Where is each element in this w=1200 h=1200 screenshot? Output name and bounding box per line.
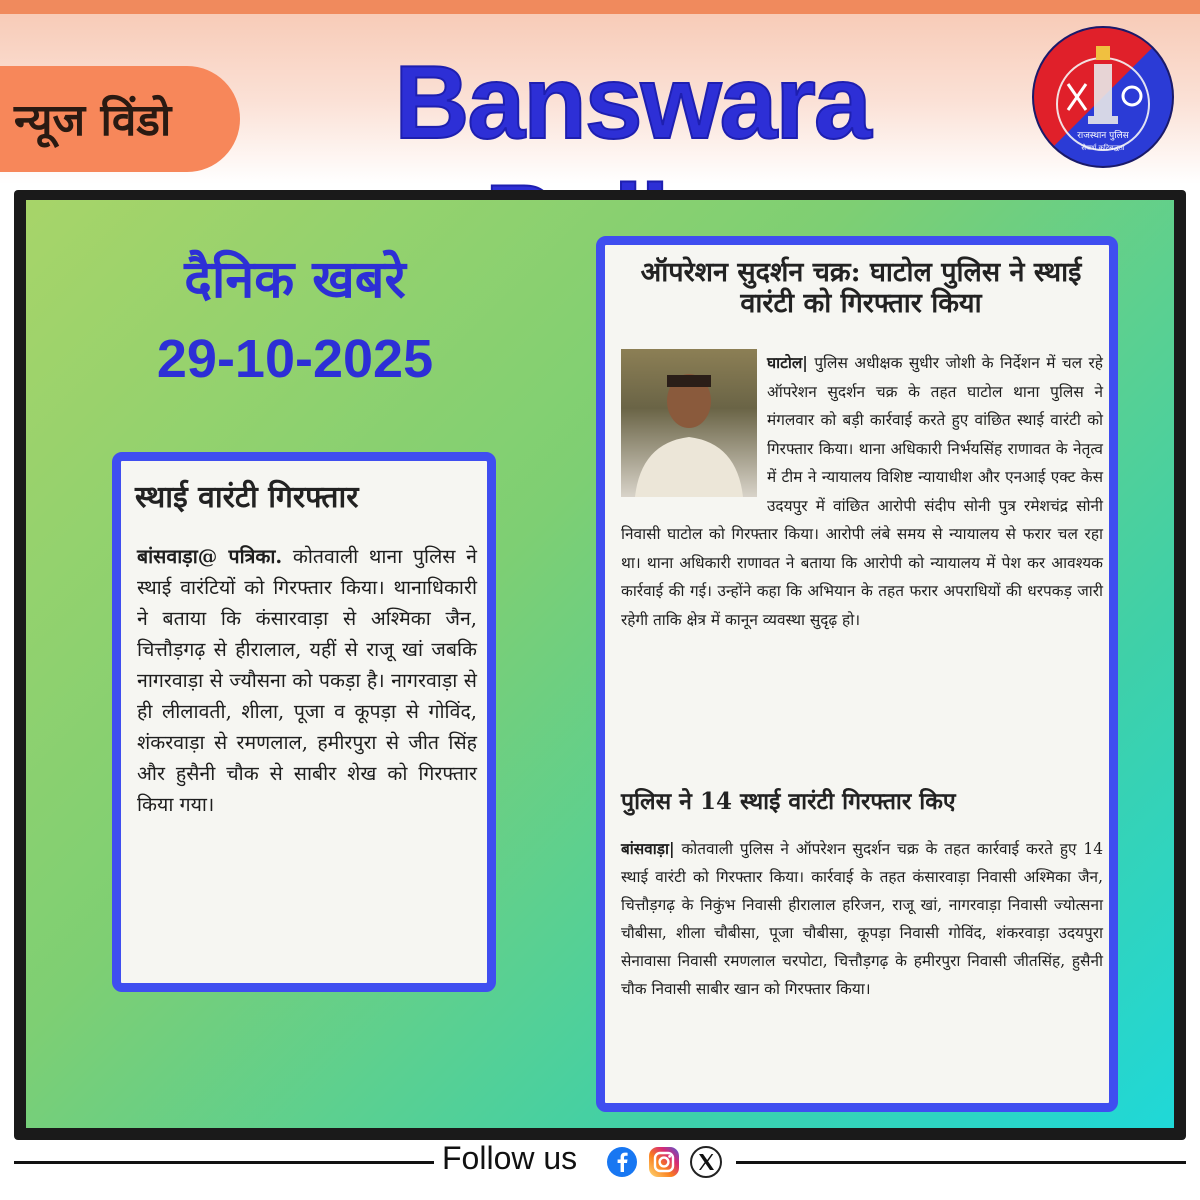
footer-divider-left [14,1161,434,1164]
follow-us-label: Follow us [442,1140,578,1176]
news-clipping-1 [112,452,496,992]
facebook-icon[interactable] [606,1146,638,1178]
clipping-1-lead: बांसवाड़ा@ पत्रिका. [137,545,283,568]
footer-divider-right [736,1161,1186,1164]
clipping-1-headline: स्थाई वारंटी गिरफ्तार [135,480,359,515]
x-icon[interactable] [690,1146,722,1178]
daily-news-date: 29-10-2025 [156,329,434,389]
news-window-label: न्यूज विंडो [14,95,172,146]
instagram-icon[interactable] [648,1146,680,1178]
clipping-1-text: कोतवाली थाना पुलिस ने स्थाई वारंटियों को गिरफ्तार किया। थानाधिकारी ने बताया कि कंसारवाड़ा से अश्मिका जैन, चित्तौड़गढ़ से हीरालाल, यहीं से राजू खां जबकि नागरवाड़ा से ज्यौसना को पकड़ा है। नागरवाड़ा से ही लीलावती, शीला, पूजा व कूपड़ा से गोविंद, शंकरवाड़ा से रमणलाल, हमीरपुरा से जीत सिंह और हुसैनी चौक से साबीर शेख को गिरफ्तार किया गया। [137,545,477,816]
clipping-3-body [621,835,1103,1003]
daily-news-title: दैनिक खबरे [184,250,406,310]
clipping-2-body [621,349,1103,634]
clipping-2-headline: ऑपरेशन सुदर्शन चक्र: घाटोल पुलिस ने स्थाई वारंटी को गिरफ्तार किया [640,257,1082,320]
clipping-1-body [137,541,477,820]
clipping-2-lead: घाटोल| [767,354,808,372]
clipping-3-text: कोतवाली पुलिस ने ऑपरेशन सुदर्शन चक्र के तहत कार्रवाई करते हुए 14 स्थाई वारंटी को गिरफ्तार किया। कार्रवाई के तहत कंसारवाड़ा निवासी अश्मिका जैन, चित्तौड़गढ़ के निकुंभ निवासी हीरालाल हरिजन, राजू खां, नागरवाड़ा निवासी ज्योत्सना चौबीसा, शीला चौबीसा, पूजा चौबीसा, कूपड़ा निवासी गोविंद, शंकरवाड़ा उदयपुरा सेनावासा निवासी रमणलाल चरपोटा, चित्तौड़गढ़ के हमीरपुरा निवासी जीतसिंह, हुसैनी चौक निवासी साबीर खान को गिरफ्तार किया। [621,840,1103,998]
seal-text: राजस्थान पुलिस [1077,131,1129,141]
seal-motto: सेवार्थ कटिबद्धता [1081,144,1125,152]
clipping-2-text: पुलिस अधीक्षक सुधीर जोशी के निर्देशन में चल रहे ऑपरेशन सुदर्शन चक्र के तहत घाटोल थाना पुलिस ने मंगलवार को बड़ी कार्रवाई करते हुए वांछित स्थाई वारंटी को गिरफ्तार किया। थाना अधिकारी निर्भयसिंह राणावत के नेतृत्व में टीम ने न्यायालय विशिष्ट न्यायाधीश और एनआई एक्ट केस उदयपुर में वांछित आरोपी संदीप सोनी पुत्र रमेशचंद्र सोनी निवासी घाटोल को गिरफ्तार किया। आरोपी लंबे समय से न्यायालय से फरार चल रहा था। थाना अधिकारी राणावत ने बताया कि आरोपी को न्यायालय में पेश कर आवश्यक कार्रवाई की गई। उन्होंने कहा कि अभियान के तहत फरार अपराधियों की धरपकड़ जारी रहेगी ताकि क्षेत्र में कानून व्यवस्था सुदृढ़ हो। [621,354,1103,629]
news-clipping-2 [596,236,1118,1112]
police-seal-logo [1030,24,1176,170]
clipping-3-headline: पुलिस ने 14 स्थाई वारंटी गिरफ्तार किए [621,788,956,815]
brand-title: Banswara [394,45,870,161]
header-top-stripe [0,0,1200,14]
accused-photo [621,349,757,497]
clipping-3-lead: बांसवाड़ा| [621,840,675,858]
